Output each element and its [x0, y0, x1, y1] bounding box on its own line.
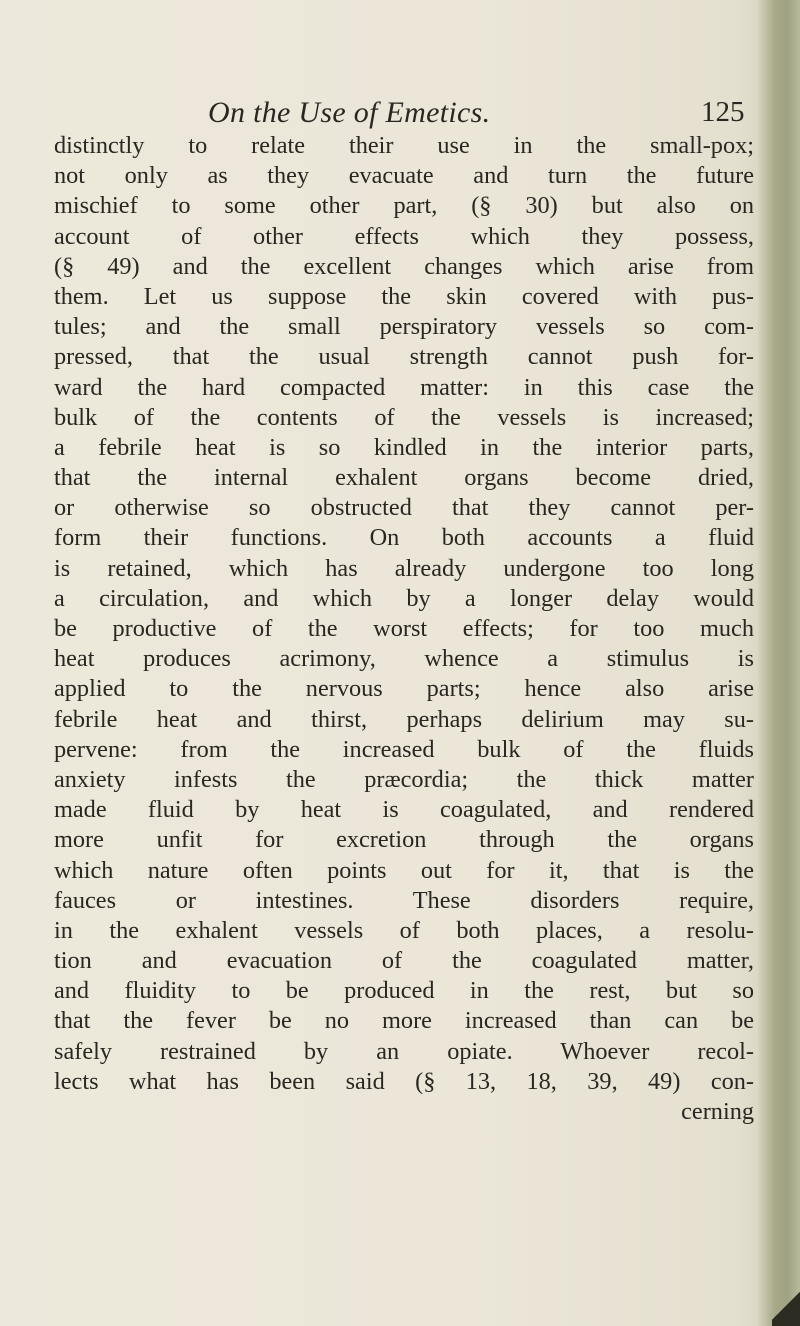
text-line: safely restrained by an opiate. Whoever recol- — [54, 1037, 754, 1065]
text-line: and fluidity to be produced in the rest, but so — [54, 977, 754, 1005]
text-line: not only as they evacuate and turn the future — [54, 162, 754, 190]
text-line: bulk of the contents of the vessels is increased; — [54, 403, 754, 431]
text-line: or otherwise so obstructed that they cannot per- — [54, 494, 754, 522]
text-line: form their functions. On both accounts a fluid — [54, 524, 754, 552]
text-line: that the fever be no more increased than can be — [54, 1007, 754, 1035]
text-line: heat produces acrimony, whence a stimulus is — [54, 645, 754, 673]
text-line: distinctly to relate their use in the small-pox; — [54, 132, 754, 159]
running-title: On the Use of Emetics. — [208, 96, 491, 129]
page-corner-shadow — [772, 1286, 800, 1326]
body-text — [54, 131, 754, 1127]
text-line: a febrile heat is so kindled in the interior parts, — [54, 433, 754, 461]
text-line: fauces or intestines. These disorders require, — [54, 886, 754, 914]
text-line: made fluid by heat is coagulated, and rendered — [54, 796, 754, 824]
text-line: be productive of the worst effects; for too much — [54, 615, 754, 642]
text-line: them. Let us suppose the skin covered with pus- — [54, 282, 754, 310]
text-line: which nature often points out for it, that is the — [54, 856, 754, 884]
text-line: is retained, which has already undergone too long — [54, 554, 754, 582]
page-number: 125 — [701, 96, 745, 128]
text-line: ward the hard compacted matter: in this case the — [54, 373, 754, 401]
text-line: more unfit for excretion through the organs — [54, 826, 754, 854]
page-edge — [758, 0, 800, 1326]
text-line: applied to the nervous parts; hence also arise — [54, 675, 754, 703]
text-line: tules; and the small perspiratory vessels so com- — [54, 313, 754, 341]
text-line: pervene: from the increased bulk of the fluids — [54, 735, 754, 763]
text-line: lects what has been said (§ 13, 18, 39, 49) con- — [54, 1067, 754, 1095]
text-line: tion and evacuation of the coagulated matter, — [54, 947, 754, 975]
text-line: febrile heat and thirst, perhaps delirium may su- — [54, 705, 754, 733]
catchword: cerning — [681, 1098, 754, 1125]
text-line: a circulation, and which by a longer delay would — [54, 584, 754, 612]
text-line: in the exhalent vessels of both places, a resolu- — [54, 916, 754, 944]
page-header — [0, 96, 800, 136]
text-line: pressed, that the usual strength cannot push for- — [54, 343, 754, 371]
text-line: anxiety infests the præcordia; the thick matter — [54, 765, 754, 793]
text-line: that the internal exhalent organs become dried, — [54, 464, 754, 492]
text-line: account of other effects which they possess, — [54, 222, 754, 250]
text-line: mischief to some other part, (§ 30) but also on — [54, 192, 754, 220]
text-line: (§ 49) and the excellent changes which arise from — [54, 252, 754, 280]
